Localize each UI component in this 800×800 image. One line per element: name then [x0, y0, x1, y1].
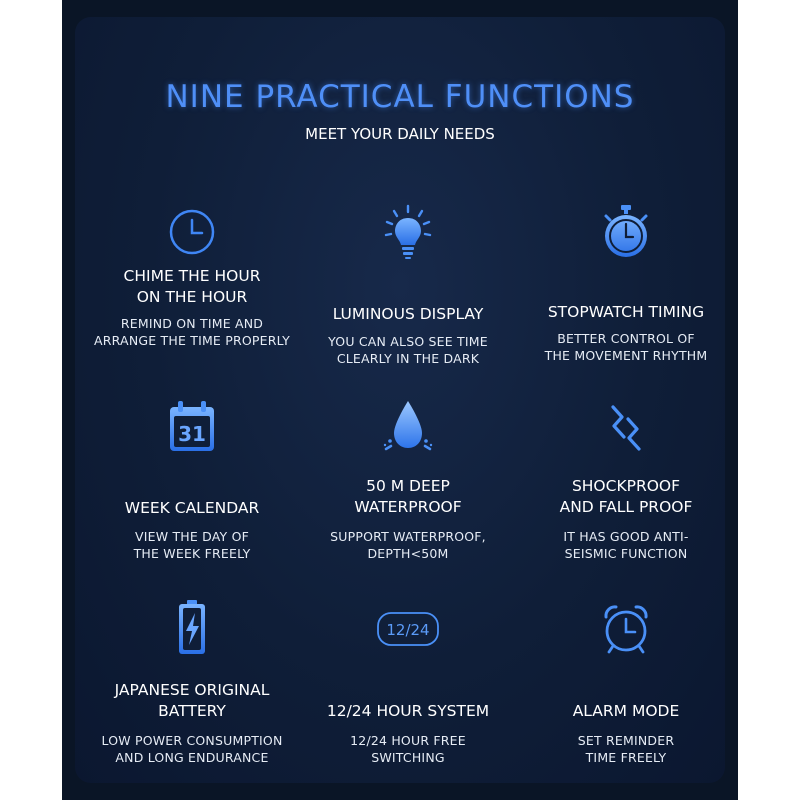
clock-icon [162, 202, 222, 262]
hour-format-label: 12/24 [386, 621, 430, 639]
calendar-icon [162, 397, 222, 457]
feature-name: CHIME THE HOUR ON THE HOUR [123, 267, 261, 306]
feature-card [82, 599, 302, 789]
alarm-clock-icon [596, 599, 656, 659]
feature-card [516, 202, 736, 392]
feature-name: LUMINOUS DISPLAY [332, 305, 484, 323]
feature-description: 12/24 HOUR FREE SWITCHING [350, 733, 466, 765]
feature-card [298, 202, 518, 392]
feature-description: YOU CAN ALSO SEE TIME CLEARLY IN THE DARK [328, 334, 488, 366]
page-title: NINE PRACTICAL FUNCTIONS [165, 79, 635, 115]
feature-name: SHOCKPROOF AND FALL PROOF [559, 477, 693, 516]
feature-description: SET REMINDER TIME FREELY [577, 733, 675, 765]
feature-card [516, 599, 736, 789]
stopwatch-icon [596, 202, 656, 262]
feature-card [298, 599, 518, 789]
feature-name: ALARM MODE [572, 702, 680, 720]
features-panel [75, 17, 725, 783]
calendar-date: 31 [178, 422, 206, 446]
feature-description: LOW POWER CONSUMPTION AND LONG ENDURANCE [101, 733, 283, 765]
lightbulb-icon [378, 202, 438, 262]
feature-card [516, 397, 736, 587]
feature-card [298, 397, 518, 587]
feature-name: 12/24 HOUR SYSTEM [326, 702, 490, 720]
feature-card [82, 397, 302, 587]
shockproof-icon [596, 397, 656, 457]
feature-name: 50 M DEEP WATERPROOF [354, 477, 462, 516]
feature-description: BETTER CONTROL OF THE MOVEMENT RHYTHM [544, 331, 708, 363]
feature-card [82, 202, 302, 392]
water-drop-icon [378, 397, 438, 457]
feature-name: STOPWATCH TIMING [547, 303, 705, 321]
feature-name: WEEK CALENDAR [124, 499, 260, 517]
feature-description: SUPPORT WATERPROOF, DEPTH<50M [330, 529, 486, 561]
feature-description: VIEW THE DAY OF THE WEEK FREELY [133, 529, 251, 561]
battery-icon [162, 599, 222, 659]
feature-description: REMIND ON TIME AND ARRANGE THE TIME PROPERLY [94, 316, 290, 348]
feature-description: IT HAS GOOD ANTI- SEISMIC FUNCTION [563, 529, 689, 561]
page-subtitle: MEET YOUR DAILY NEEDS [305, 125, 495, 143]
feature-name: JAPANESE ORIGINAL BATTERY [114, 681, 270, 720]
hour-format-icon [372, 599, 444, 659]
